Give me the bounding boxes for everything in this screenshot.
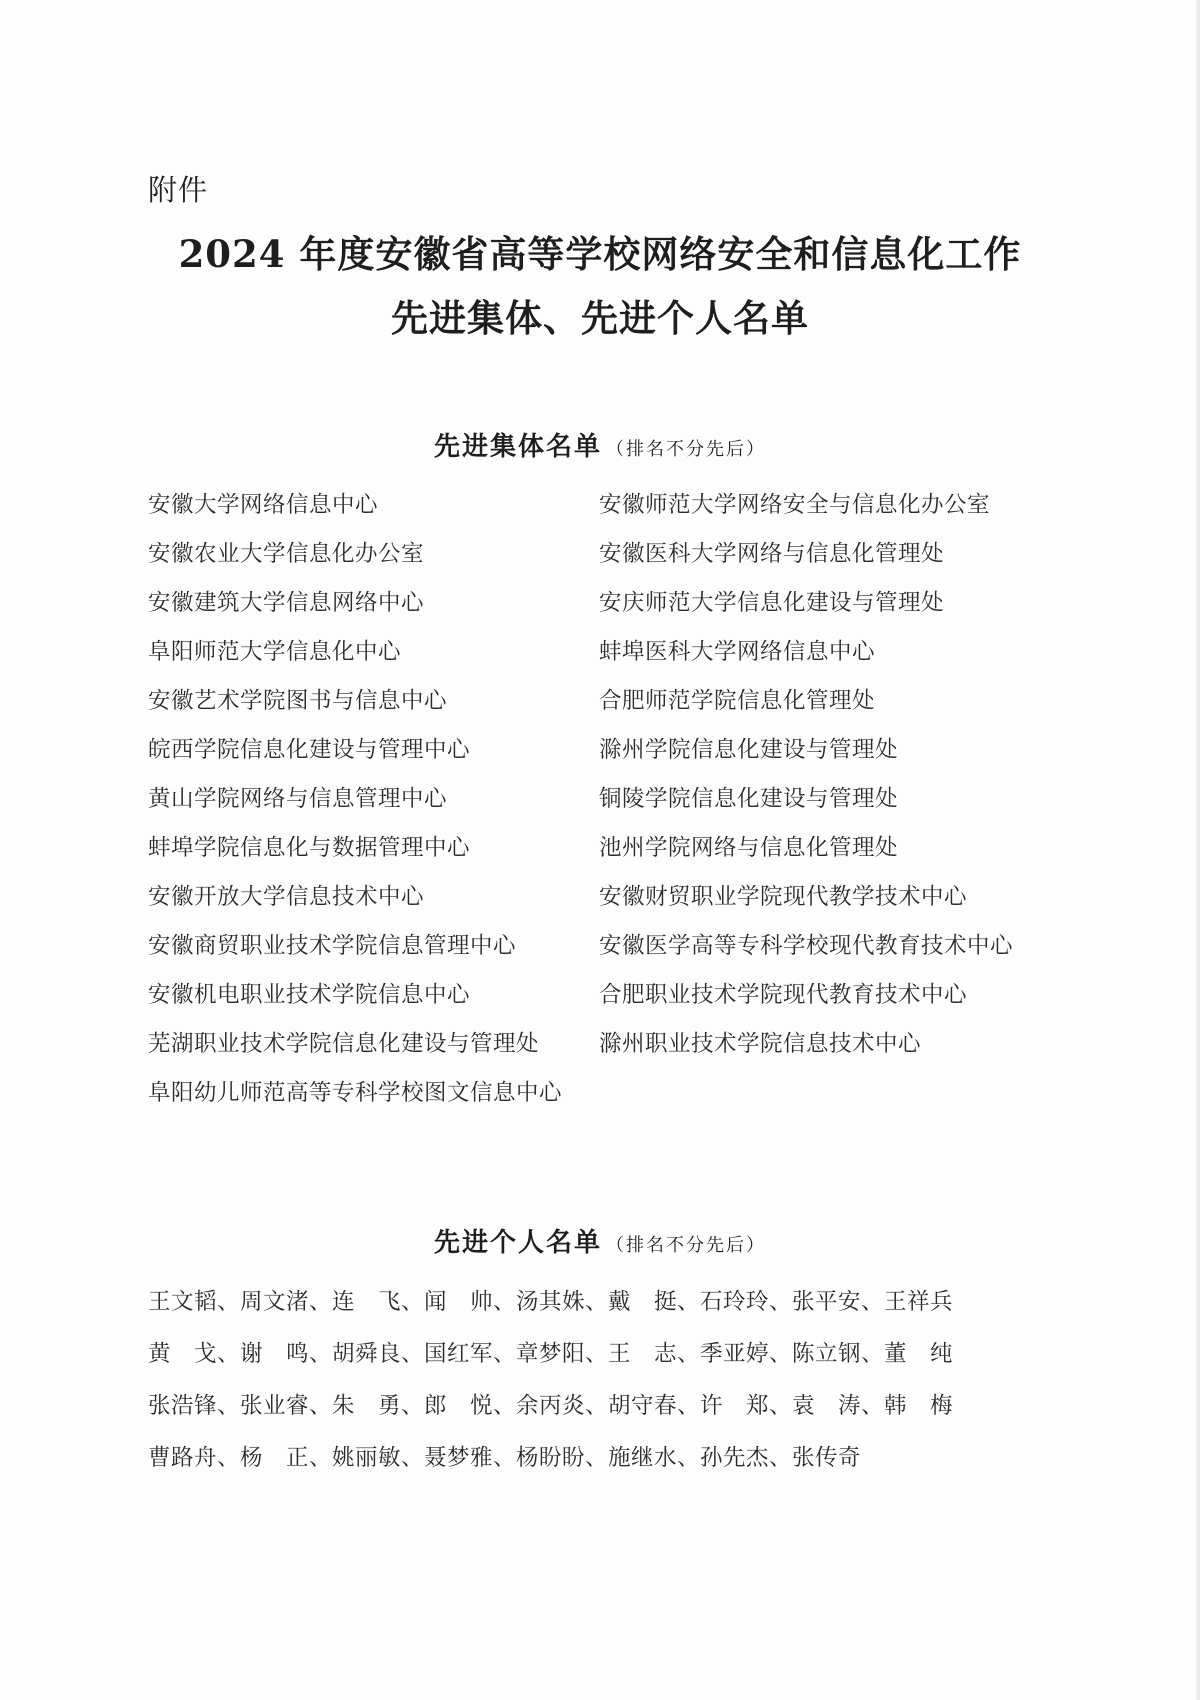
advanced-group-item: 安徽农业大学信息化办公室 [148, 541, 425, 567]
advanced-individuals-row: 曹路舟、杨 正、姚丽敏、聂梦雅、杨盼盼、施继水、孙先杰、张传奇 [148, 1445, 862, 1471]
advanced-group-item: 安庆师范大学信息化建设与管理处 [599, 590, 945, 616]
advanced-group-item: 蚌埠学院信息化与数据管理中心 [148, 835, 471, 861]
advanced-groups-heading [0, 426, 1200, 463]
advanced-individuals-row: 黄 戈、谢 鸣、胡舜良、国红军、章梦阳、王 志、季亚婷、陈立钢、董 纯 [148, 1341, 954, 1367]
advanced-group-item: 安徽商贸职业技术学院信息管理中心 [148, 933, 517, 959]
advanced-individuals-order-note: （排名不分先后） [606, 1235, 766, 1256]
advanced-group-item: 阜阳幼儿师范高等专科学校图文信息中心 [148, 1080, 563, 1106]
advanced-group-item: 安徽医科大学网络与信息化管理处 [599, 541, 945, 567]
advanced-group-item: 合肥师范学院信息化管理处 [599, 688, 876, 714]
advanced-group-item: 安徽财贸职业学院现代教学技术中心 [599, 884, 968, 910]
advanced-individuals-heading [0, 1222, 1200, 1259]
advanced-group-item: 安徽医学高等专科学校现代教育技术中心 [599, 933, 1014, 959]
advanced-individuals-heading-text: 先进个人名单 [433, 1228, 602, 1258]
document-title-line-1: 2024 年度安徽省高等学校网络安全和信息化工作 [178, 232, 1022, 276]
advanced-individuals-row: 王文韬、周文渚、连 飞、闻 帅、汤其姝、戴 挺、石玲玲、张平安、王祥兵 [148, 1289, 954, 1315]
advanced-groups-heading-text: 先进集体名单 [433, 432, 602, 462]
advanced-group-item: 铜陵学院信息化建设与管理处 [599, 786, 899, 812]
advanced-group-item: 安徽师范大学网络安全与信息化办公室 [599, 492, 991, 518]
advanced-group-item: 池州学院网络与信息化管理处 [599, 835, 899, 861]
advanced-group-item: 黄山学院网络与信息管理中心 [148, 786, 448, 812]
advanced-group-item: 合肥职业技术学院现代教育技术中心 [599, 982, 968, 1008]
advanced-groups-left-column [148, 488, 562, 1125]
advanced-group-item: 安徽机电职业技术学院信息中心 [148, 982, 471, 1008]
advanced-group-item: 滁州职业技术学院信息技术中心 [599, 1031, 922, 1057]
advanced-groups-order-note: （排名不分先后） [606, 439, 766, 460]
advanced-group-item: 滁州学院信息化建设与管理处 [599, 737, 899, 763]
advanced-individuals-row: 张浩锋、张业睿、朱 勇、郎 悦、余丙炎、胡守春、许 郑、袁 涛、韩 梅 [148, 1393, 954, 1419]
advanced-group-item: 安徽大学网络信息中心 [148, 492, 379, 518]
advanced-group-item: 阜阳师范大学信息化中心 [148, 639, 402, 665]
advanced-groups-right-column [599, 488, 1013, 1076]
advanced-group-item: 安徽建筑大学信息网络中心 [148, 590, 425, 616]
document-title-line-2: 先进集体、先进个人名单 [391, 296, 809, 340]
advanced-group-item: 芜湖职业技术学院信息化建设与管理处 [148, 1031, 540, 1057]
advanced-group-item: 蚌埠医科大学网络信息中心 [599, 639, 876, 665]
advanced-group-item: 皖西学院信息化建设与管理中心 [148, 737, 471, 763]
attachment-label: 附件 [148, 173, 209, 207]
advanced-group-item: 安徽艺术学院图书与信息中心 [148, 688, 448, 714]
advanced-group-item: 安徽开放大学信息技术中心 [148, 884, 425, 910]
advanced-individuals-list [148, 1282, 1008, 1490]
